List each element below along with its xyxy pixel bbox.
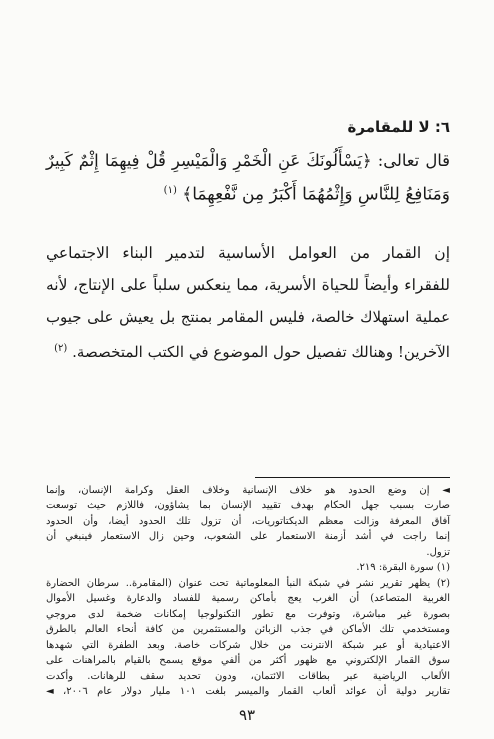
footnote-line: تزول. <box>426 546 450 558</box>
footnote-separator <box>255 477 450 478</box>
footnote-2-line: تقارير دولية أن عوائد ألعاب القمار والميسر بلغت ١٠١ مليار دولار عام ٢٠٠٦، ◄ <box>46 686 450 697</box>
page-number: ٩٣ <box>238 706 256 724</box>
paragraph-line <box>46 338 450 363</box>
section-heading: ٦: لا للمقامرة <box>347 118 450 136</box>
footnote-line: آفاق المعرفة وزالت معظم الديكتاتوريات، أن تزول تلك الحدود أيضا، وأن الحدود <box>46 515 450 527</box>
footnote-2-line: (٢) يظهر تقرير نشر في شبكة النبأ المعلوماتية تحت عنوان (المقامرة.. سرطان الحضارة <box>46 577 450 589</box>
footnote-2-line: الألعاب الرياضية عبر بطاقات الائتمان، ودون تحديد سقف للرهانات. وأكدت <box>46 670 450 682</box>
footnote-2-line: الاعتيادية أو عبر شبكة الانترنت من خلال شركات خاصة. وبعد الطفرة التي شهدها <box>46 639 450 651</box>
footnote-1: (١) سورة البقرة: ٢١٩. <box>356 562 450 574</box>
footnote-line: ◄ إن وضع الحدود هو خلاف الإنسانية وخلاف العقل وكرامة الإنسان، وإنما <box>46 485 450 496</box>
verse-line: قال تعالى: ﴿يَسْأَلُونَكَ عَنِ الْخَمْرِ وَالْمَيْسِرِ قُلْ فِيهِمَا إِثْمٌ كَبِيرٌ <box>46 151 450 170</box>
footnote-line: صارت بسبب جهل الحكام بهدف تقييد الإنسان بما يشاؤون، فاللازم حيث توسعت <box>46 500 450 512</box>
footnote-2-line: بصورة غير مباشرة، وتوفرت مع تطور التكنولوجيا إمكانات ضخمة لدى مروجي <box>46 608 450 620</box>
footnote-line: إنما راجت في أشد أزمنة الاستعمار على الشعوب، وحين زال الاستعمار فينبغي أن <box>46 531 450 543</box>
footnote-reference[interactable]: (٢) <box>54 343 68 354</box>
paragraph-line: للفقراء وأيضاً للحياة الأسرية، مما ينعكس سلباً على الإنتاج، لأنه <box>46 276 450 294</box>
paragraph-line: إن القمار من العوامل الأساسية لتدمير البناء الاجتماعي <box>46 244 450 262</box>
paragraph-text: الآخرين! وهنالك تفصيل حول الموضوع في الكتب المتخصصة. <box>72 343 450 362</box>
footnote-2-line: ومستخدمي تلك الأماكن في جذب الزبائن والمستثمرين من كافة أنحاء العالم بالطرق <box>46 624 450 636</box>
verse-text: وَمَنَافِعُ لِلنَّاسِ وَإِثْمُهُمَا أَكْبَرُ مِن نَّفْعِهِمَا﴾ <box>182 184 450 205</box>
paragraph-line: عملية استهلاك خالصة، فليس المقامر بمنتج بل يعيش على جيوب <box>46 308 450 326</box>
verse-line <box>46 180 450 206</box>
footnote-reference[interactable]: (١) <box>163 185 177 196</box>
footnote-2-line: سوق القمار الإلكتروني مع ظهور أكثر من ألفي موقع يسمح بالقيام بالمراهنات على <box>46 655 450 667</box>
footnote-2-line: الغربية المتصاعد) أن الغرب يعج بأماكن رسمية للفساد والدعارة وغسيل الأموال <box>46 593 450 605</box>
